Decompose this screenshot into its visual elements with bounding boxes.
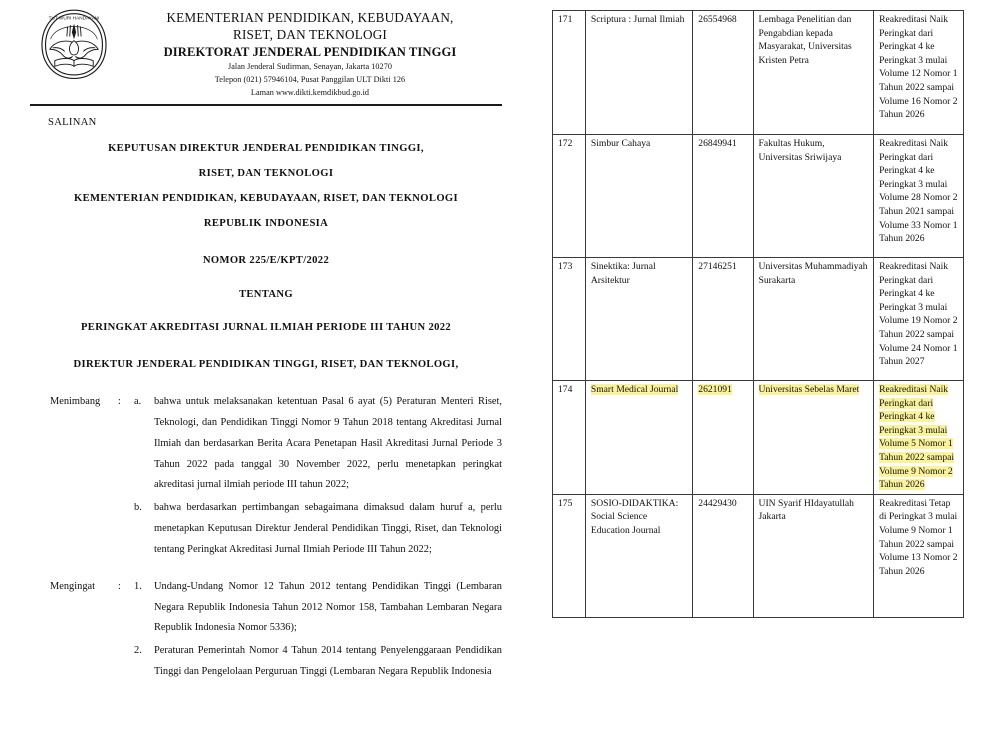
- website-line: Laman www.dikti.kemdikbud.go.id: [250, 88, 370, 98]
- legal-basis-label: Mengingat: [50, 580, 96, 592]
- letterhead: [30, 6, 502, 99]
- phone-line: Telepon (021) 57946104, Pusat Panggilan ULT Dikti 126: [214, 75, 406, 85]
- legal-basis-item: [134, 577, 502, 639]
- journal-name: Scriptura : Jurnal Ilmiah: [585, 11, 692, 135]
- row-number: 173: [553, 258, 586, 381]
- title-line-2: RISET, DAN TEKNOLOGI: [198, 167, 334, 179]
- item-text: Peraturan Pemerintah Nomor 4 Tahun 2014 tentang Penyelenggaraan Pendidikan Tinggi dan Pengelolaan Perguruan Tinggi (Lembaran Negara Republik Indonesia: [154, 645, 502, 677]
- accreditation-status: Reakreditasi Tetap di Peringkat 3 mulai Volume 9 Nomor 1 Tahun 2022 sampai Volume 13 Nomor 2 Tahun 2026: [874, 494, 964, 617]
- journal-name: SOSIO-DIDAKTIKA: Social Science Education Journal: [585, 494, 692, 617]
- considerans-item: [134, 498, 502, 560]
- journal-name-text: Smart Medical Journal: [590, 384, 679, 395]
- item-marker: a.: [134, 396, 142, 408]
- legal-basis-item: [134, 641, 502, 683]
- legal-basis-colon: :: [118, 580, 121, 592]
- considerans-clause: [30, 392, 502, 563]
- item-marker: 2.: [134, 645, 142, 657]
- address-line: Jalan Jenderal Sudirman, Senayan, Jakarta 10270: [227, 62, 392, 72]
- item-marker: b.: [134, 502, 142, 514]
- journal-name: Simbur Cahaya: [585, 135, 692, 258]
- item-marker: 1.: [134, 580, 142, 592]
- issuing-authority: DIREKTUR JENDERAL PENDIDIKAN TINGGI, RISET, DAN TEKNOLOGI,: [73, 359, 459, 371]
- accreditation-status: Reakreditasi Naik Peringkat dari Peringkat 4 ke Peringkat 3 mulai Volume 19 Nomor 2 Tahun 2022 sampai Volume 24 Nomor 1 Tahun 2027: [874, 258, 964, 381]
- tut-wuri-handayani-logo: [38, 8, 110, 82]
- title-line-3: KEMENTERIAN PENDIDIKAN, KEBUDAYAAN, RISET, DAN TEKNOLOGI: [74, 192, 458, 204]
- item-text: Undang-Undang Nomor 12 Tahun 2012 tentang Pendidikan Tinggi (Lembaran Negara Republik Indonesia Tahun 2012 Nomor 158, Tambahan Lembaran Negara Republik Indonesia Nomor 5336);: [154, 580, 502, 634]
- table-row: [553, 258, 964, 381]
- journal-accreditation-table: [552, 10, 964, 618]
- copy-mark: SALINAN: [48, 117, 97, 129]
- title-line-1: KEPUTUSAN DIREKTUR JENDERAL PENDIDIKAN TINGGI,: [108, 143, 424, 155]
- table-row: [553, 494, 964, 617]
- row-number: 171: [553, 11, 586, 135]
- legal-basis-clause: [30, 577, 502, 685]
- journal-issn: 26554968: [693, 11, 753, 135]
- journal-publisher: Lembaga Penelitian dan Pengabdian kepada Masyarakat, Universitas Kristen Petra: [753, 11, 874, 135]
- accreditation-status: Reakreditasi Naik Peringkat dari Peringkat 4 ke Peringkat 3 mulai Volume 12 Nomor 1 Tahun 2022 sampai Volume 16 Nomor 2 Tahun 2026: [874, 11, 964, 135]
- ministry-line-2: RISET, DAN TEKNOLOGI: [232, 26, 388, 42]
- decree-number: NOMOR 225/E/KPT/2022: [202, 254, 330, 266]
- svg-text:TUT WURI HANDAYANI: TUT WURI HANDAYANI: [48, 15, 100, 21]
- considerans-item: [134, 392, 502, 496]
- considerans-label: Menimbang: [50, 396, 101, 408]
- row-number: 175: [553, 494, 586, 617]
- journal-name: Sinektika: Jurnal Arsitektur: [585, 258, 692, 381]
- item-text: bahwa untuk melaksanakan ketentuan Pasal 6 ayat (5) Peraturan Menteri Riset, Teknologi, dan Pendidikan Tinggi Nomor 9 Tahun 2018 tentang Akreditasi Jurnal Ilmiah dan berdasarkan Berita Acara Penetapan Hasil Akreditasi Jurnal Periode 3 Tahun 2022 pada tanggal 30 November 2022, perlu menetapkan peringkat akreditasi jurnal ilmiah periode III tahun 2022;: [154, 396, 502, 491]
- journal-publisher: Fakultas Hukum, Universitas Sriwijaya: [753, 135, 874, 258]
- ministry-line-1: KEMENTERIAN PENDIDIKAN, KEBUDAYAAN,: [166, 10, 454, 25]
- table-row: [553, 135, 964, 258]
- accreditation-status-text: Reakreditasi Naik Peringkat dari Peringkat 4 ke Peringkat 3 mulai Volume 5 Nomor 1 Tahun 2022 sampai Volume 9 Nomor 2 Tahun 2026: [879, 384, 955, 491]
- journal-publisher: [753, 381, 874, 495]
- journal-issn: 27146251: [693, 258, 753, 381]
- about-label: TENTANG: [238, 288, 294, 300]
- journal-accreditation-page: [530, 0, 1000, 741]
- journal-issn: 26849941: [693, 135, 753, 258]
- directorate-line: DIREKTORAT JENDERAL PENDIDIKAN TINGGI: [163, 45, 457, 59]
- journal-name: [585, 381, 692, 495]
- journal-issn-text: 2621091: [698, 384, 732, 395]
- table-row: [553, 11, 964, 135]
- row-number: 174: [553, 381, 586, 495]
- decree-subject: PERINGKAT AKREDITASI JURNAL ILMIAH PERIODE III TAHUN 2022: [80, 322, 452, 334]
- journal-publisher: Universitas Muhammadiyah Surakarta: [753, 258, 874, 381]
- table-row-highlighted: [553, 381, 964, 495]
- journal-issn: [693, 381, 753, 495]
- journal-issn: 24429430: [693, 494, 753, 617]
- journal-publisher-text: Universitas Sebelas Maret: [758, 384, 860, 395]
- decree-title-block: [30, 137, 502, 378]
- considerans-colon: :: [118, 396, 121, 408]
- accreditation-status: Reakreditasi Naik Peringkat dari Peringkat 4 ke Peringkat 3 mulai Volume 28 Nomor 2 Tahun 2021 sampai Volume 33 Nomor 1 Tahun 2026: [874, 135, 964, 258]
- title-line-4: REPUBLIK INDONESIA: [203, 217, 329, 229]
- row-number: 172: [553, 135, 586, 258]
- accreditation-status: [874, 381, 964, 495]
- item-text: bahwa berdasarkan pertimbangan sebagaimana dimaksud dalam huruf a, perlu menetapkan Keputusan Direktur Jenderal Pendidikan Tinggi, Riset, dan Teknologi tentang Peringkat Akreditasi Jurnal Ilmiah Periode III Tahun 2022;: [154, 502, 502, 555]
- letterhead-divider: [30, 104, 502, 106]
- journal-publisher: UIN Syarif HIdayatullah Jakarta: [753, 494, 874, 617]
